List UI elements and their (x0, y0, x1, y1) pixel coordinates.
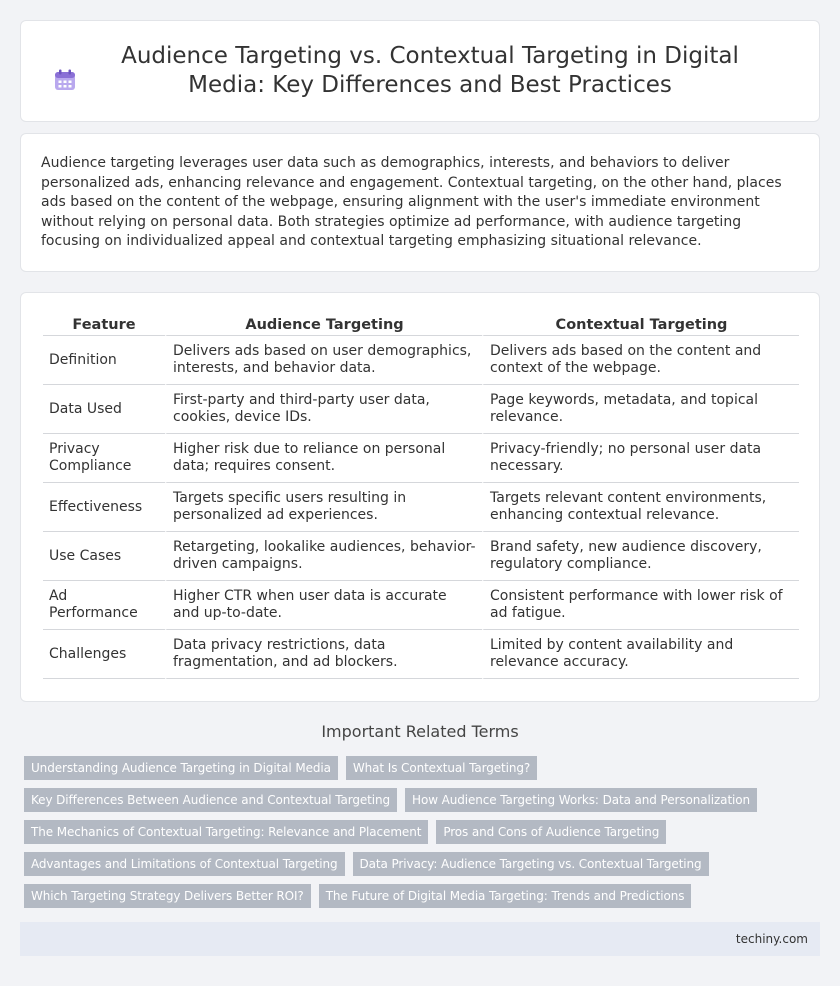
table-header-row (43, 313, 799, 336)
header-feature: Feature (43, 313, 165, 336)
table-row (43, 483, 799, 532)
table-row (43, 385, 799, 434)
feature-cell: Data Used (43, 385, 165, 434)
related-term-link[interactable]: Which Targeting Strategy Delivers Better ROI? (24, 884, 311, 908)
feature-cell: Ad Performance (43, 581, 165, 630)
header-card (20, 20, 820, 122)
feature-cell: Challenges (43, 630, 165, 679)
contextual-cell: Privacy-friendly; no personal user data necessary. (482, 434, 799, 483)
related-term-link[interactable]: Pros and Cons of Audience Targeting (436, 820, 666, 844)
contextual-cell: Limited by content availability and relevance accuracy. (482, 630, 799, 679)
header-inner (21, 42, 819, 100)
footer-site-link[interactable]: techiny.com (735, 932, 808, 946)
audience-cell: Retargeting, lookalike audiences, behavior-driven campaigns. (165, 532, 482, 581)
audience-cell: Data privacy restrictions, data fragmentation, and ad blockers. (165, 630, 482, 679)
table-row (43, 532, 799, 581)
tag-row (24, 788, 804, 812)
table-row (43, 336, 799, 385)
contextual-cell: Page keywords, metadata, and topical relevance. (482, 385, 799, 434)
feature-cell: Definition (43, 336, 165, 385)
related-terms-list (24, 756, 804, 916)
related-term-link[interactable]: Understanding Audience Targeting in Digital Media (24, 756, 338, 780)
audience-cell: Higher risk due to reliance on personal data; requires consent. (165, 434, 482, 483)
table-row (43, 581, 799, 630)
intro-paragraph: Audience targeting leverages user data such as demographics, interests, and behaviors to deliver personalized ads, enhancing relevance and engagement. Contextual targeting, on the other hand, places ads based on the content of the webpage, ensuring alignment with the user's immediate environment without relying on personal data. Both strategies optimize ad performance, with audience targeting focusing on individualized appeal and contextual targeting emphasizing situational relevance. (41, 155, 782, 249)
calendar-icon (53, 68, 77, 92)
feature-cell: Privacy Compliance (43, 434, 165, 483)
related-term-link[interactable]: The Future of Digital Media Targeting: Trends and Predictions (319, 884, 692, 908)
related-term-link[interactable]: Data Privacy: Audience Targeting vs. Contextual Targeting (353, 852, 709, 876)
related-term-link[interactable]: Key Differences Between Audience and Contextual Targeting (24, 788, 397, 812)
audience-cell: Targets specific users resulting in personalized ad experiences. (165, 483, 482, 532)
related-terms-heading: Important Related Terms (321, 722, 519, 741)
comparison-table (43, 313, 799, 679)
contextual-cell: Targets relevant content environments, enhancing contextual relevance. (482, 483, 799, 532)
related-term-link[interactable]: Advantages and Limitations of Contextual Targeting (24, 852, 345, 876)
audience-cell: First-party and third-party user data, cookies, device IDs. (165, 385, 482, 434)
related-term-link[interactable]: How Audience Targeting Works: Data and Personalization (405, 788, 757, 812)
tag-row (24, 756, 804, 780)
feature-cell: Effectiveness (43, 483, 165, 532)
header-contextual-targeting: Contextual Targeting (482, 313, 799, 336)
tag-row (24, 820, 804, 844)
header-audience-targeting: Audience Targeting (165, 313, 482, 336)
contextual-cell: Consistent performance with lower risk of ad fatigue. (482, 581, 799, 630)
table-row (43, 630, 799, 679)
contextual-cell: Brand safety, new audience discovery, regulatory compliance. (482, 532, 799, 581)
footer (20, 922, 820, 956)
related-term-link[interactable]: The Mechanics of Contextual Targeting: Relevance and Placement (24, 820, 428, 844)
tag-row (24, 852, 804, 876)
audience-cell: Higher CTR when user data is accurate and up-to-date. (165, 581, 482, 630)
tag-row (24, 884, 804, 908)
comparison-card (20, 292, 820, 702)
contextual-cell: Delivers ads based on the content and context of the webpage. (482, 336, 799, 385)
table-row (43, 434, 799, 483)
page-title: Audience Targeting vs. Contextual Targeting in Digital Media: Key Differences and Best Practices (121, 43, 739, 98)
audience-cell: Delivers ads based on user demographics, interests, and behavior data. (165, 336, 482, 385)
feature-cell: Use Cases (43, 532, 165, 581)
intro-card (20, 133, 820, 272)
related-term-link[interactable]: What Is Contextual Targeting? (346, 756, 537, 780)
